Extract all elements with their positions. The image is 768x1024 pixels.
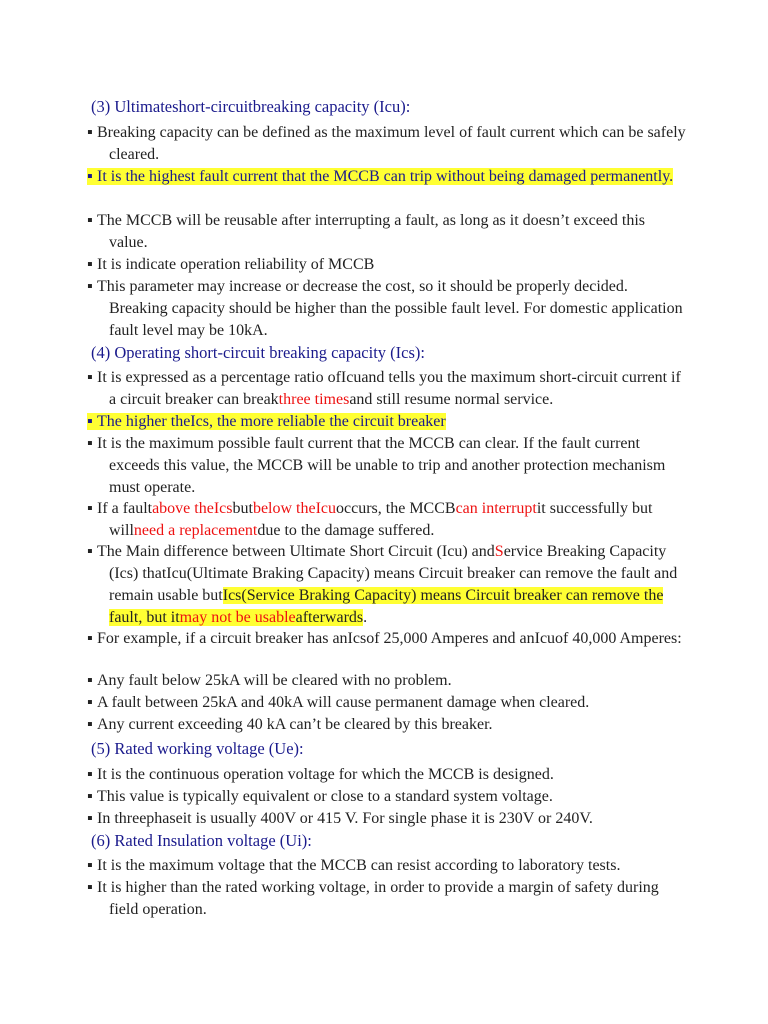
s4-bullet-3 bbox=[87, 433, 687, 499]
s3-bullet-2 bbox=[87, 166, 687, 188]
section-6-heading: (6) Rated Insulation voltage (Ui): bbox=[91, 831, 312, 850]
bullet-text: . bbox=[363, 609, 368, 626]
section-5-heading: (5) Rated working voltage (Ue): bbox=[91, 739, 304, 758]
bullet-text: It is indicate operation reliability of MCCB bbox=[97, 256, 375, 273]
bullet-text: A fault between 25kA and 40kA will cause permanent damage when cleared. bbox=[97, 694, 590, 711]
emphasis-red: below theIcu bbox=[252, 500, 337, 517]
s4-bullet-9 bbox=[87, 714, 687, 736]
s3-bullet-5 bbox=[87, 276, 687, 342]
highlighted-text: Ics(Service Braking Capacity) means Circuit breaker can remove the fault, but it bbox=[109, 587, 664, 626]
emphasis-red: can interrupt bbox=[455, 500, 537, 517]
emphasis-red: need a replacement bbox=[133, 522, 258, 539]
bullet-text: Any current exceeding 40 kA can’t be cleared by this breaker. bbox=[97, 716, 493, 733]
bullet-marker: ▪ bbox=[87, 168, 93, 185]
section-4-heading: (4) Operating short-circuit breaking capacity (Ics): bbox=[91, 343, 425, 362]
s4-bullet-7 bbox=[87, 670, 687, 692]
bullet-text: It is the continuous operation voltage for which the MCCB is designed. bbox=[97, 766, 554, 783]
bullet-text: occurs, the MCCB bbox=[336, 500, 456, 517]
highlighted-text: afterwards bbox=[295, 609, 364, 626]
bullet-text-highlighted: It is the highest fault current that the MCCB can trip without being damaged permanently. bbox=[97, 168, 674, 185]
bullet-marker: ▪ bbox=[87, 124, 93, 141]
bullet-text: it successfully but will bbox=[109, 500, 653, 539]
bullet-marker: ▪ bbox=[87, 879, 93, 896]
bullet-marker: ▪ bbox=[87, 543, 93, 560]
bullet-marker: ▪ bbox=[87, 256, 93, 273]
bullet-text: It is expressed as a percentage ratio ofIcuand tells you the maximum short-circuit current if a circuit breaker can break bbox=[97, 369, 681, 408]
bullet-text: It is higher than the rated working voltage, in order to provide a margin of safety during field operation. bbox=[97, 879, 659, 918]
s4-bullet-2 bbox=[87, 411, 687, 433]
s4-bullet-5 bbox=[87, 541, 687, 629]
bullet-marker: ▪ bbox=[87, 716, 93, 733]
s4-bullet-6 bbox=[87, 628, 687, 650]
bullet-text: It is the maximum voltage that the MCCB can resist according to laboratory tests. bbox=[97, 857, 621, 874]
bullet-marker: ▪ bbox=[87, 413, 93, 430]
bullet-marker: ▪ bbox=[87, 766, 93, 783]
s3-bullet-1 bbox=[87, 122, 687, 166]
bullet-marker: ▪ bbox=[87, 694, 93, 711]
bullet-text: In threephaseit is usually 400V or 415 V. For single phase it is 230V or 240V. bbox=[97, 810, 593, 827]
s5-bullet-1 bbox=[87, 764, 687, 786]
bullet-text: but bbox=[232, 500, 253, 517]
bullet-marker: ▪ bbox=[87, 810, 93, 827]
bullet-text: This parameter may increase or decrease the cost, so it should be properly decided. Breaking capacity should be higher than the possible fault level. For domestic application fault level may be 10kA. bbox=[97, 278, 683, 339]
bullet-text: ervice Breaking Capacity (Ics) thatIcu(Ultimate Braking Capacity) means Circuit breaker can remove the fault and remain usable but bbox=[109, 543, 678, 604]
emphasis-red: three times bbox=[278, 391, 350, 408]
bullet-marker: ▪ bbox=[87, 435, 93, 452]
s5-bullet-2 bbox=[87, 786, 687, 808]
bullet-marker: ▪ bbox=[87, 278, 93, 295]
s3-bullet-4 bbox=[87, 254, 687, 276]
highlighted-red-text: may not be usable bbox=[179, 609, 296, 626]
bullet-text-highlighted: The higher theIcs, the more reliable the circuit breaker bbox=[97, 413, 446, 430]
bullet-marker: ▪ bbox=[87, 630, 93, 647]
emphasis-red: above theIcs bbox=[152, 500, 233, 517]
bullet-text: It is the maximum possible fault current that the MCCB can clear. If the fault current exceeds this value, the MCCB will be unable to trip and another protection mechanism must operate. bbox=[97, 435, 666, 496]
bullet-text: If a fault bbox=[97, 500, 153, 517]
s6-bullet-2 bbox=[87, 877, 687, 921]
bullet-marker: ▪ bbox=[87, 672, 93, 689]
bullet-text: Breaking capacity can be defined as the maximum level of fault current which can be safely cleared. bbox=[97, 124, 686, 163]
s4-bullet-8 bbox=[87, 692, 687, 714]
emphasis-red: S bbox=[494, 543, 504, 560]
bullet-marker: ▪ bbox=[87, 788, 93, 805]
s4-bullet-4 bbox=[87, 498, 687, 542]
bullet-marker: ▪ bbox=[87, 500, 93, 517]
s6-bullet-1 bbox=[87, 855, 687, 877]
bullet-text: The Main difference between Ultimate Short Circuit (Icu) and bbox=[97, 543, 495, 560]
bullet-text: For example, if a circuit breaker has anIcsof 25,000 Amperes and anIcuof 40,000 Amperes: bbox=[97, 630, 682, 647]
s3-bullet-3 bbox=[87, 210, 687, 254]
bullet-marker: ▪ bbox=[87, 857, 93, 874]
bullet-marker: ▪ bbox=[87, 369, 93, 386]
bullet-text: and still resume normal service. bbox=[349, 391, 554, 408]
s5-bullet-3 bbox=[87, 808, 687, 830]
bullet-text: The MCCB will be reusable after interrupting a fault, as long as it doesn’t exceed this value. bbox=[97, 212, 646, 251]
bullet-text: Any fault below 25kA will be cleared with no problem. bbox=[97, 672, 452, 689]
bullet-marker: ▪ bbox=[87, 212, 93, 229]
bullet-text: due to the damage suffered. bbox=[257, 522, 435, 539]
bullet-text: This value is typically equivalent or close to a standard system voltage. bbox=[97, 788, 553, 805]
s4-bullet-1 bbox=[87, 367, 687, 411]
section-3-heading: (3) Ultimateshort-circuitbreaking capacity (Icu): bbox=[91, 97, 411, 116]
